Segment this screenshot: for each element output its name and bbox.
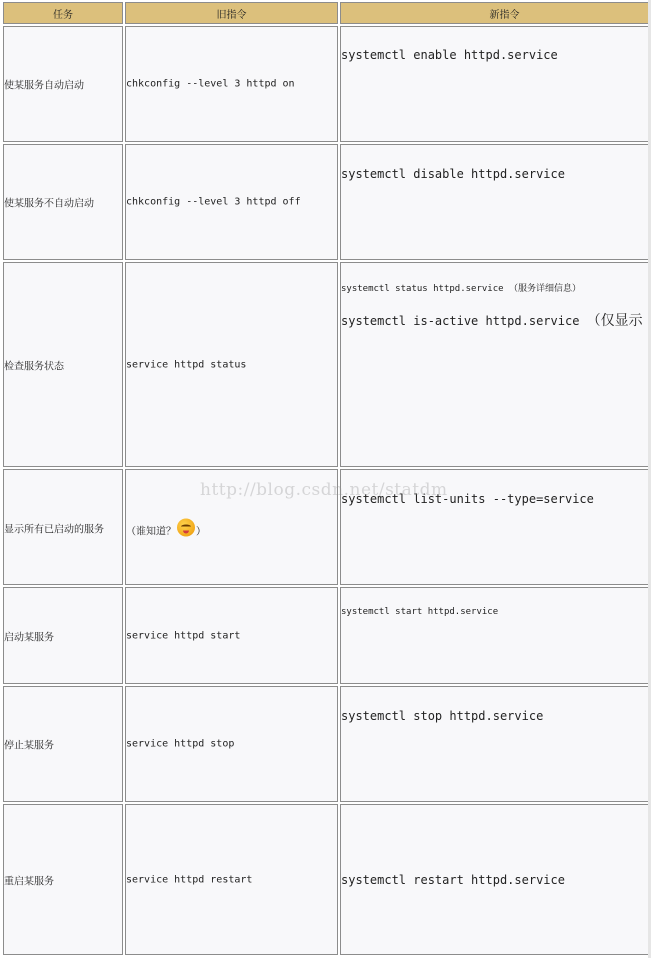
old-command: service httpd status <box>126 359 247 370</box>
old-command-cell <box>125 587 338 684</box>
task-label: 重启某服务 <box>4 876 54 887</box>
table-row <box>3 686 651 802</box>
new-command: systemctl list-units --type=service <box>341 492 594 506</box>
task-cell <box>3 686 123 802</box>
task-cell <box>3 144 123 260</box>
table-row <box>3 804 651 955</box>
task-label: 使某服务自动启动 <box>4 80 84 92</box>
old-command-cell <box>125 26 338 142</box>
old-command: service httpd start <box>126 630 241 641</box>
task-cell <box>3 587 123 684</box>
task-cell <box>3 262 123 467</box>
task-label: 停止某服务 <box>4 740 54 752</box>
new-command-is-active-note: （仅显示 <box>586 313 643 329</box>
new-command-cell <box>340 686 651 802</box>
table-row <box>3 469 651 585</box>
new-command: systemctl enable httpd.service <box>341 48 558 62</box>
tongue-out-emoji-icon <box>177 519 195 537</box>
header-task: 任务 <box>3 2 123 24</box>
new-command-cell <box>340 804 651 955</box>
old-command: service httpd restart <box>126 874 253 885</box>
old-command <box>126 519 337 538</box>
new-command-line <box>341 310 651 330</box>
task-label: 使某服务不自动启动 <box>4 198 94 210</box>
old-command-suffix: ） <box>196 526 206 538</box>
new-command-cell <box>340 26 651 142</box>
new-command-cell <box>340 144 651 260</box>
new-command: systemctl restart httpd.service <box>341 872 565 887</box>
header-old-command: 旧指令 <box>125 2 338 24</box>
blog-watermark: http://blog.csdn.net/statdm <box>200 480 448 500</box>
new-command-status: systemctl status httpd.service <box>341 284 504 294</box>
task-cell <box>3 469 123 585</box>
new-command-is-active: systemctl is-active httpd.service <box>341 314 580 328</box>
new-command-cell <box>340 587 651 684</box>
old-command-cell <box>125 144 338 260</box>
command-comparison-table <box>1 0 651 957</box>
old-command: chkconfig --level 3 httpd on <box>126 78 295 90</box>
task-label: 启动某服务 <box>4 632 54 643</box>
new-command-cell <box>340 262 651 467</box>
table-row <box>3 144 651 260</box>
table-row <box>3 262 651 467</box>
new-command-cell <box>340 469 651 585</box>
new-command-status-note: （服务详细信息） <box>508 284 581 294</box>
old-command-cell <box>125 686 338 802</box>
old-command-prefix: （谁知道？ <box>126 526 176 538</box>
task-label: 检查服务状态 <box>4 361 64 372</box>
old-command: chkconfig --level 3 httpd off <box>126 196 301 208</box>
old-command: service httpd stop <box>126 738 235 750</box>
header-new-command: 新指令 <box>340 2 651 24</box>
old-command-cell <box>125 262 338 467</box>
new-command: systemctl stop httpd.service <box>341 709 544 723</box>
task-label: 显示所有已启动的服务 <box>4 524 104 536</box>
new-command-line <box>341 281 651 294</box>
table-row <box>3 26 651 142</box>
table-row <box>3 587 651 684</box>
header-row <box>3 2 651 24</box>
new-command: systemctl start httpd.service <box>341 607 499 617</box>
old-command-cell <box>125 469 338 585</box>
new-command: systemctl disable httpd.service <box>341 167 565 181</box>
task-cell <box>3 804 123 955</box>
task-cell <box>3 26 123 142</box>
old-command-cell <box>125 804 338 955</box>
